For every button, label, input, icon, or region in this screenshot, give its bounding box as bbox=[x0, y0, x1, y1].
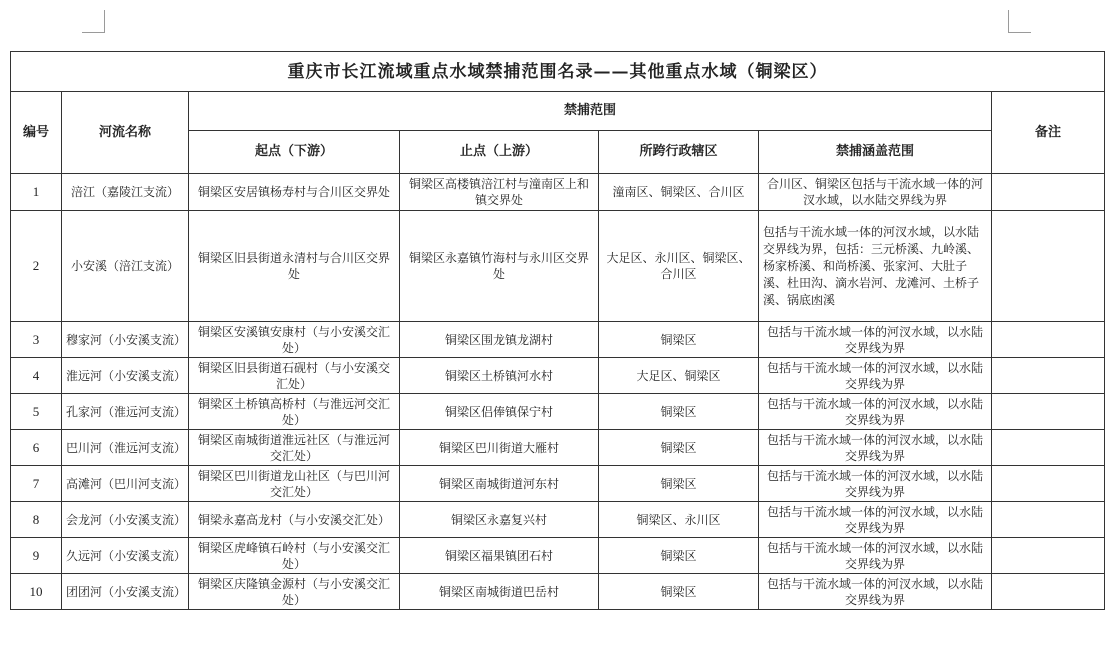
districts: 铜梁区 bbox=[599, 538, 759, 574]
districts: 铜梁区 bbox=[599, 574, 759, 610]
river-name: 淮远河（小安溪支流） bbox=[62, 358, 189, 394]
table-row bbox=[11, 466, 1105, 502]
districts: 大足区、铜梁区 bbox=[599, 358, 759, 394]
start-point: 铜梁区安溪镇安康村（与小安溪交汇处） bbox=[189, 322, 400, 358]
ban-scope: 包括与干流水域一体的河汊水域，以水陆交界线为界，包括：三元桥溪、九岭溪、杨家桥溪、和尚桥溪、张家河、大肚子溪、杜田沟、滴水岩河、龙滩河、土桥子溪、锅底凼溪 bbox=[759, 211, 992, 322]
fishing-ban-table bbox=[10, 51, 1105, 610]
river-name: 团团河（小安溪支流） bbox=[62, 574, 189, 610]
row-no: 8 bbox=[11, 502, 62, 538]
districts: 潼南区、铜梁区、合川区 bbox=[599, 174, 759, 211]
table-row bbox=[11, 322, 1105, 358]
ban-scope: 包括与干流水域一体的河汊水域，以水陆交界线为界 bbox=[759, 574, 992, 610]
end-point: 铜梁区永嘉镇竹海村与永川区交界处 bbox=[400, 211, 599, 322]
table-row bbox=[11, 174, 1105, 211]
end-point: 铜梁区高楼镇涪江村与潼南区上和镇交界处 bbox=[400, 174, 599, 211]
row-no: 9 bbox=[11, 538, 62, 574]
river-name: 涪江（嘉陵江支流） bbox=[62, 174, 189, 211]
ban-scope: 包括与干流水域一体的河汊水域，以水陆交界线为界 bbox=[759, 358, 992, 394]
start-point: 铜梁区土桥镇高桥村（与淮远河交汇处） bbox=[189, 394, 400, 430]
districts: 大足区、永川区、铜梁区、合川区 bbox=[599, 211, 759, 322]
remark bbox=[992, 574, 1105, 610]
table-row bbox=[11, 430, 1105, 466]
ban-scope: 包括与干流水域一体的河汊水域，以水陆交界线为界 bbox=[759, 322, 992, 358]
start-point: 铜梁区南城街道淮远社区（与淮远河交汇处） bbox=[189, 430, 400, 466]
row-no: 10 bbox=[11, 574, 62, 610]
table-row bbox=[11, 574, 1105, 610]
remark bbox=[992, 211, 1105, 322]
header-start: 起点（下游） bbox=[189, 131, 400, 174]
row-no: 1 bbox=[11, 174, 62, 211]
ban-scope: 包括与干流水域一体的河汊水域，以水陆交界线为界 bbox=[759, 394, 992, 430]
row-no: 3 bbox=[11, 322, 62, 358]
header-districts: 所跨行政辖区 bbox=[599, 131, 759, 174]
districts: 铜梁区 bbox=[599, 466, 759, 502]
river-name: 会龙河（小安溪支流） bbox=[62, 502, 189, 538]
table-row bbox=[11, 538, 1105, 574]
end-point: 铜梁区巴川街道大雁村 bbox=[400, 430, 599, 466]
header-end: 止点（上游） bbox=[400, 131, 599, 174]
river-name: 孔家河（淮远河支流） bbox=[62, 394, 189, 430]
row-no: 4 bbox=[11, 358, 62, 394]
districts: 铜梁区 bbox=[599, 394, 759, 430]
table-row bbox=[11, 211, 1105, 322]
river-name: 巴川河（淮远河支流） bbox=[62, 430, 189, 466]
start-point: 铜梁区旧县街道石砚村（与小安溪交汇处） bbox=[189, 358, 400, 394]
remark bbox=[992, 322, 1105, 358]
remark bbox=[992, 502, 1105, 538]
remark bbox=[992, 394, 1105, 430]
districts: 铜梁区 bbox=[599, 430, 759, 466]
start-point: 铜梁区虎峰镇石岭村（与小安溪交汇处） bbox=[189, 538, 400, 574]
ban-scope: 包括与干流水域一体的河汊水域，以水陆交界线为界 bbox=[759, 502, 992, 538]
header-river: 河流名称 bbox=[62, 92, 189, 174]
table-row bbox=[11, 502, 1105, 538]
remark bbox=[992, 358, 1105, 394]
end-point: 铜梁区永嘉复兴村 bbox=[400, 502, 599, 538]
start-point: 铜梁区庆隆镇金源村（与小安溪交汇处） bbox=[189, 574, 400, 610]
end-point: 铜梁区侣俸镇保宁村 bbox=[400, 394, 599, 430]
table-title: 重庆市长江流域重点水域禁捕范围名录——其他重点水域（铜梁区） bbox=[11, 52, 1105, 92]
row-no: 2 bbox=[11, 211, 62, 322]
page-corner-mark-left bbox=[82, 10, 105, 33]
header-remark: 备注 bbox=[992, 92, 1105, 174]
table-row bbox=[11, 394, 1105, 430]
header-range: 禁捕范围 bbox=[189, 92, 992, 131]
river-name: 高滩河（巴川河支流） bbox=[62, 466, 189, 502]
page-corner-mark-right bbox=[1008, 10, 1031, 33]
remark bbox=[992, 174, 1105, 211]
table-row bbox=[11, 358, 1105, 394]
river-name: 穆家河（小安溪支流） bbox=[62, 322, 189, 358]
end-point: 铜梁区围龙镇龙湖村 bbox=[400, 322, 599, 358]
ban-scope: 包括与干流水域一体的河汊水域，以水陆交界线为界 bbox=[759, 466, 992, 502]
river-name: 久远河（小安溪支流） bbox=[62, 538, 189, 574]
districts: 铜梁区、永川区 bbox=[599, 502, 759, 538]
header-scope: 禁捕涵盖范围 bbox=[759, 131, 992, 174]
row-no: 6 bbox=[11, 430, 62, 466]
start-point: 铜梁区安居镇杨寿村与合川区交界处 bbox=[189, 174, 400, 211]
ban-scope: 包括与干流水域一体的河汊水域，以水陆交界线为界 bbox=[759, 430, 992, 466]
end-point: 铜梁区南城街道河东村 bbox=[400, 466, 599, 502]
districts: 铜梁区 bbox=[599, 322, 759, 358]
ban-scope: 包括与干流水域一体的河汊水域，以水陆交界线为界 bbox=[759, 538, 992, 574]
end-point: 铜梁区南城街道巴岳村 bbox=[400, 574, 599, 610]
remark bbox=[992, 538, 1105, 574]
row-no: 7 bbox=[11, 466, 62, 502]
start-point: 铜梁永嘉高龙村（与小安溪交汇处） bbox=[189, 502, 400, 538]
row-no: 5 bbox=[11, 394, 62, 430]
ban-scope: 合川区、铜梁区包括与干流水域一体的河汊水域，以水陆交界线为界 bbox=[759, 174, 992, 211]
start-point: 铜梁区巴川街道龙山社区（与巴川河交汇处） bbox=[189, 466, 400, 502]
remark bbox=[992, 466, 1105, 502]
remark bbox=[992, 430, 1105, 466]
start-point: 铜梁区旧县街道永清村与合川区交界处 bbox=[189, 211, 400, 322]
river-name: 小安溪（涪江支流） bbox=[62, 211, 189, 322]
end-point: 铜梁区福果镇团石村 bbox=[400, 538, 599, 574]
header-no: 编号 bbox=[11, 92, 62, 174]
end-point: 铜梁区土桥镇河水村 bbox=[400, 358, 599, 394]
